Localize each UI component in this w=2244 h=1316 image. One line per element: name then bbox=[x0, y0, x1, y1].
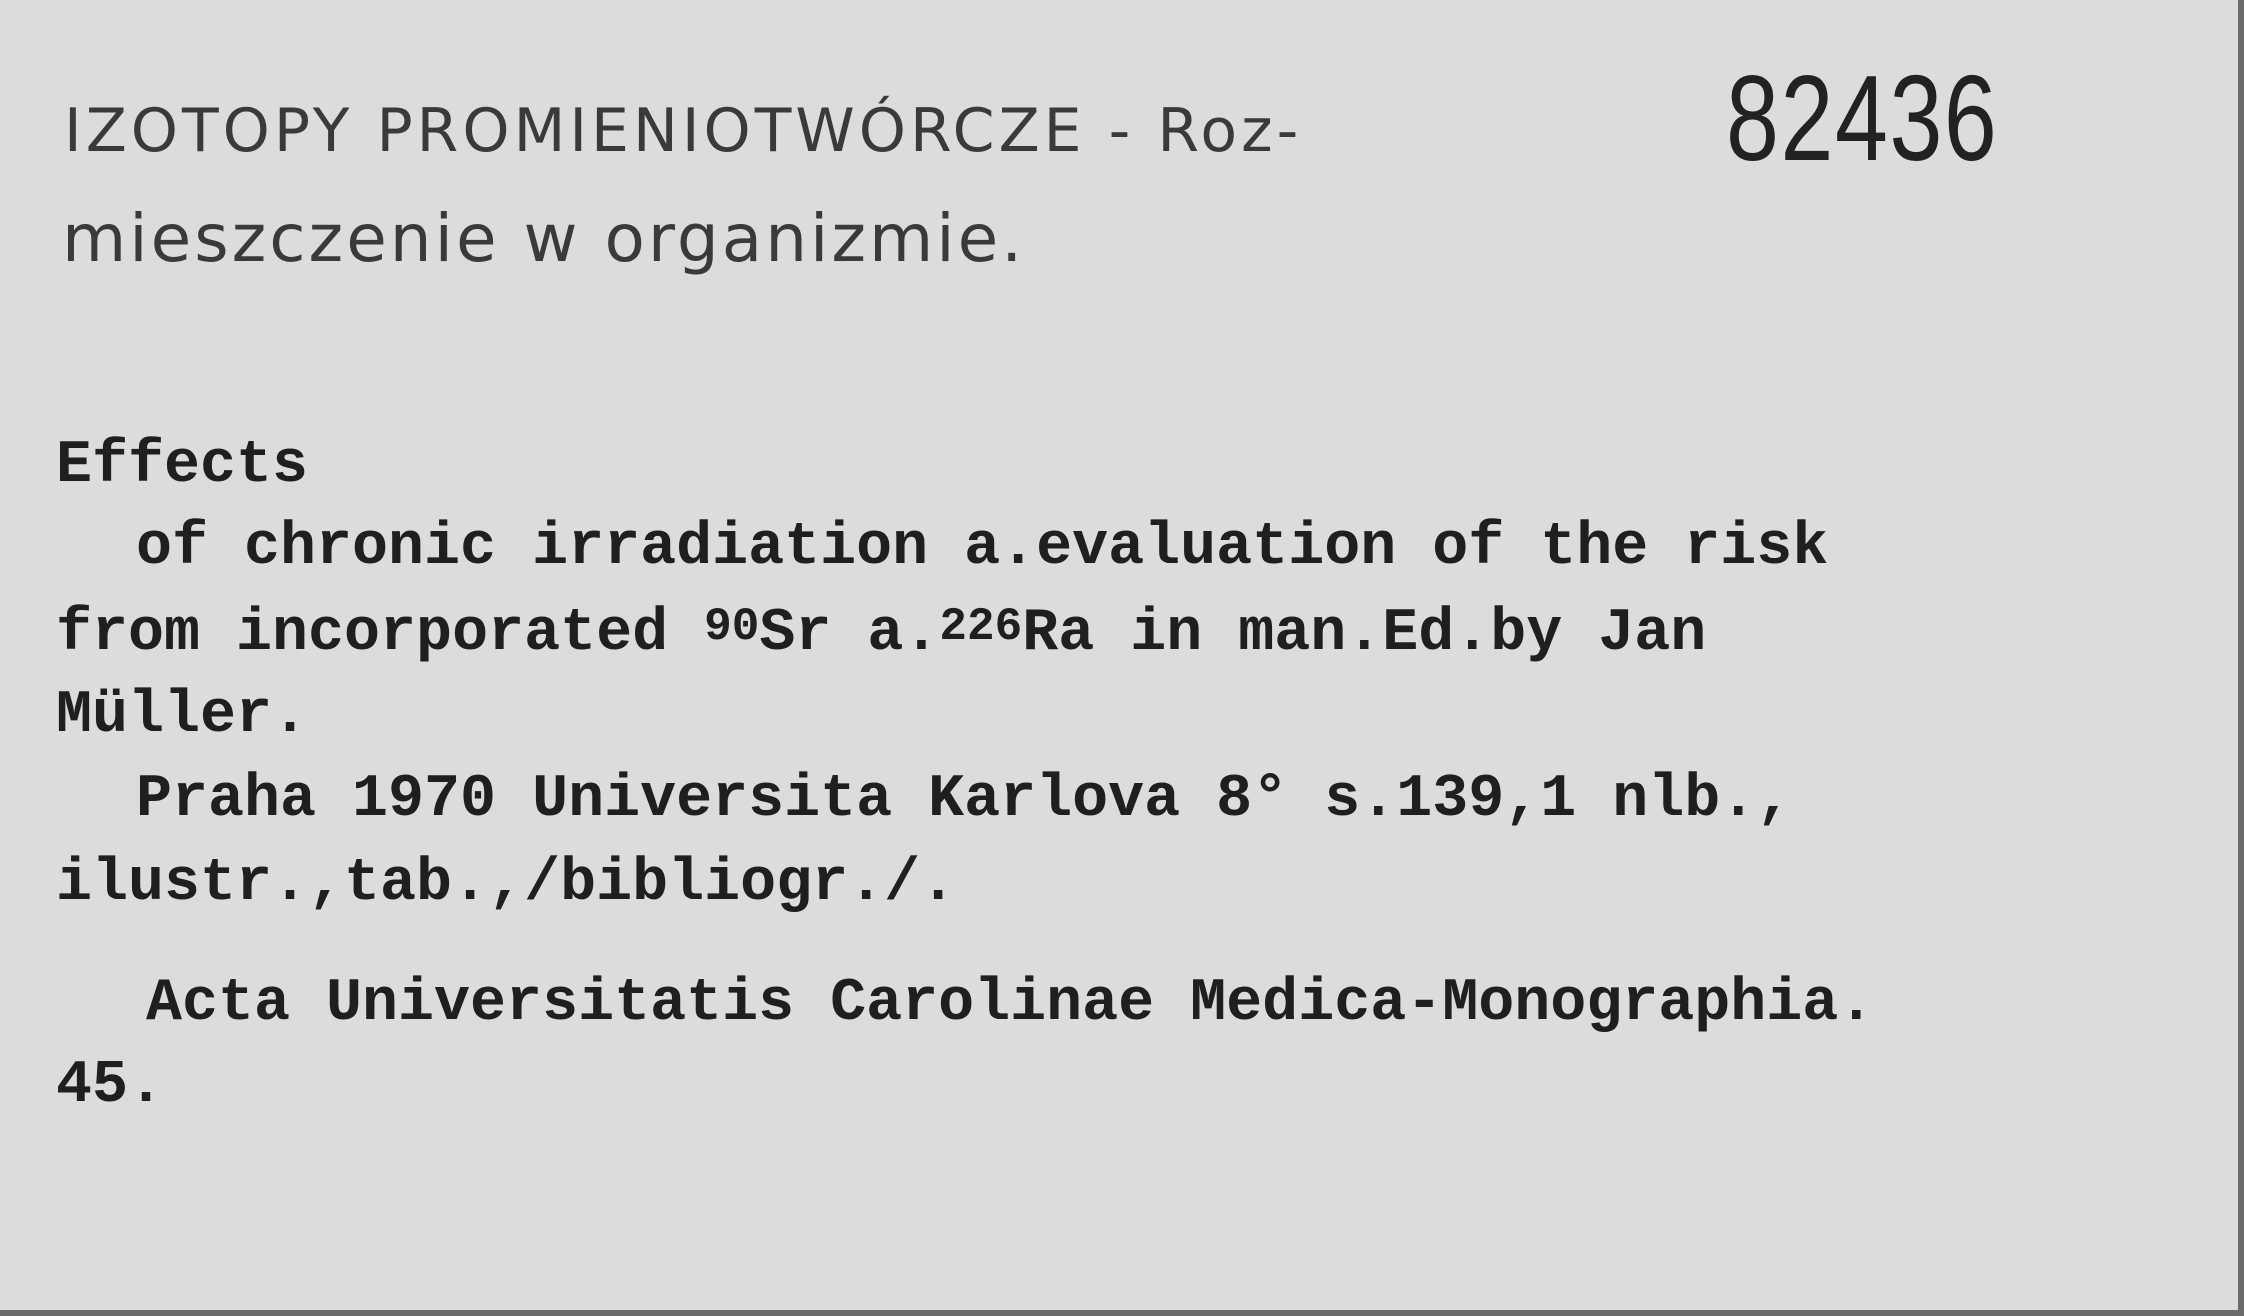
title-word: Effects bbox=[56, 432, 309, 500]
subject-heading-line2: mieszczenie w organizmie. bbox=[62, 200, 1026, 277]
series-line: Acta Universitatis Carolinae Medica-Monographia. bbox=[146, 970, 1875, 1038]
series-number: 45. bbox=[56, 1052, 165, 1120]
isotope-mass-ra: 226 bbox=[939, 601, 1023, 653]
title-line-3 bbox=[56, 600, 1706, 668]
title-line-3-suffix: Ra in man.Ed.by Jan bbox=[1022, 600, 1707, 668]
title-line-3-mid: Sr a. bbox=[759, 600, 940, 668]
call-number: 82436 bbox=[1726, 50, 1999, 186]
imprint-line: Praha 1970 Universita Karlova 8° s.139,1 nlb., bbox=[136, 766, 1793, 834]
subject-heading-line1: IZOTOPY PROMIENIOTWÓRCZE - Roz- bbox=[64, 96, 1303, 166]
isotope-mass-sr: 90 bbox=[704, 601, 760, 653]
editor-name: Müller. bbox=[56, 682, 309, 750]
title-line-3-prefix: from incorporated bbox=[56, 600, 705, 668]
title-line-2: of chronic irradiation a.evaluation of the risk bbox=[136, 514, 1829, 582]
physical-description: ilustr.,tab.,/bibliogr./. bbox=[56, 850, 957, 918]
